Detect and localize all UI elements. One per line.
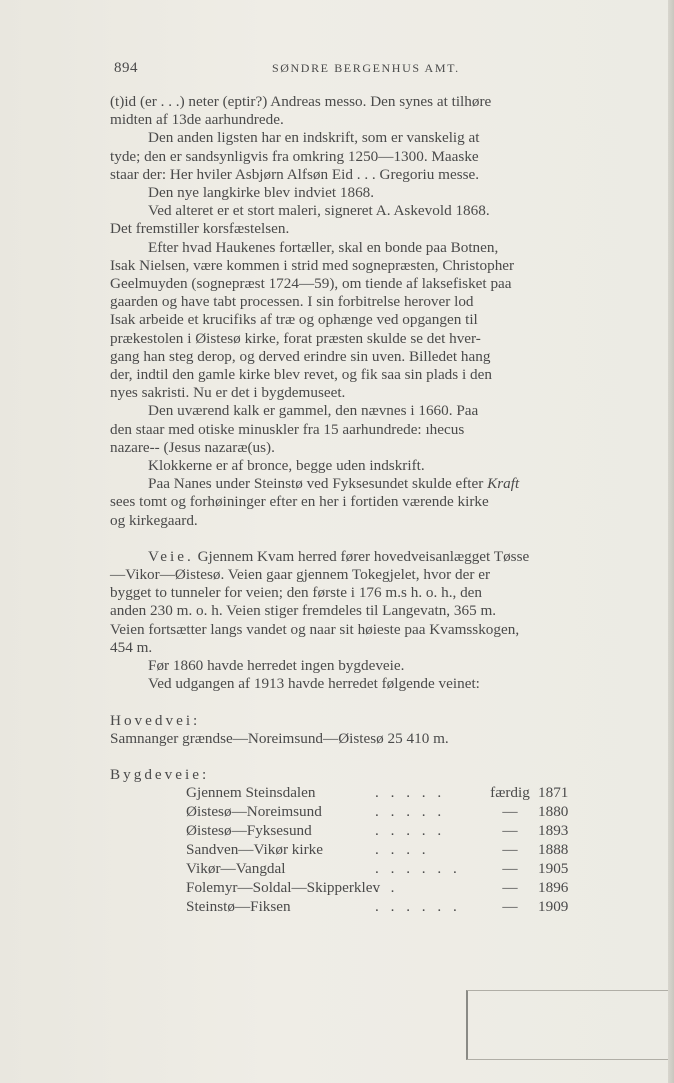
text-line: —Vikor—Øistesø. Veien gaar gjennem Tokegjelet, hvor der er: [110, 566, 490, 584]
road-row: [110, 822, 640, 841]
completion-year: 1871: [538, 784, 569, 802]
text-line: sees tomt og forhøininger efter en her i fortiden værende kirke: [110, 493, 489, 511]
text-line: nazare-- (Jesus nazaræ(us).: [110, 438, 275, 456]
completion-year: 1905: [538, 860, 569, 878]
completion-mark: —: [502, 879, 518, 897]
road-name: Steinstø—Fiksen: [186, 898, 291, 916]
leader-dots: . . . .: [375, 841, 430, 859]
text-line: Isak arbeide et krucifiks af træ og ophænge ved opgangen til: [110, 311, 478, 329]
section-heading: Veie.: [148, 547, 194, 565]
text-line: anden 230 m. o. h. Veien stiger fremdeles til Langevatn, 365 m.: [110, 602, 497, 620]
text-span: Paa Nanes under Steinstø ved Fyksesundet skulde efter: [148, 475, 488, 493]
road-row: [110, 860, 640, 879]
leader-dots: . . . . . .: [375, 898, 461, 916]
text-line: staar der: Her hviler Asbjørn Alfsøn Eid . . . Gregoriu messe.: [110, 165, 480, 183]
text-line: gang han steg derop, og derved erindre sin uven. Billedet hang: [110, 347, 491, 365]
hovedvei-label: Hovedvei:: [110, 711, 201, 729]
author-name: Kraft: [487, 475, 520, 493]
text-line: Isak Nielsen, være kommen i strid med sognepræsten, Christopher: [110, 256, 515, 274]
road-name: Folemyr—Soldal—Skipperklev: [186, 879, 381, 897]
leader-dots: . . . . .: [375, 803, 446, 821]
completion-mark: —: [502, 860, 518, 878]
text-line: prækestolen i Øistesø kirke, forat præsten skulde se det hver-: [110, 329, 481, 347]
road-name: Øistesø—Fyksesund: [186, 822, 312, 840]
text-line: Veien fortsætter langs vandet og naar sit høieste paa Kvamsskogen,: [110, 620, 520, 638]
text-line: midten af 13de aarhundrede.: [110, 111, 284, 129]
text-line: Før 1860 havde herredet ingen bygdeveie.: [148, 657, 405, 675]
completion-mark: —: [502, 822, 518, 840]
running-title: SØNDRE BERGENHUS AMT.: [272, 61, 460, 75]
leader-dots: . .: [375, 879, 399, 897]
completion-year: 1893: [538, 822, 569, 840]
leader-dots: . . . . .: [375, 822, 446, 840]
road-list: [110, 784, 640, 917]
completion-mark: —: [502, 803, 518, 821]
completion-year: 1896: [538, 879, 569, 897]
page-header: [114, 60, 634, 80]
text-line: Den nye langkirke blev indviet 1868.: [148, 184, 375, 202]
completion-year: 1888: [538, 841, 569, 859]
text-line: Den uværend kalk er gammel, den nævnes i 1660. Paa: [148, 402, 479, 420]
text-line: 454 m.: [110, 638, 153, 656]
text-line: den staar med otiske minuskler fra 15 aarhundrede: ıhecus: [110, 420, 465, 438]
road-row: [110, 803, 640, 822]
text-line: og kirkegaard.: [110, 511, 198, 529]
text-line: nyes sakristi. Nu er det i bygdemuseet.: [110, 384, 346, 402]
text-line: Den anden ligsten har en indskrift, som er vanskelig at: [148, 129, 480, 147]
road-row: [110, 879, 640, 898]
page-number: 894: [114, 60, 138, 76]
text-line: Det fremstiller korsfæstelsen.: [110, 220, 290, 238]
text-line: [110, 475, 640, 493]
page-body: [110, 93, 640, 917]
road-row: [110, 784, 640, 803]
text-line: Klokkerne er af bronce, begge uden indskrift.: [148, 457, 425, 475]
hovedvei-route: Samnanger grændse—Noreimsund—Øistesø 25 410 m.: [110, 729, 449, 747]
road-name: Vikør—Vangdal: [186, 860, 286, 878]
text-line: Ved udgangen af 1913 havde herredet følgende veinet:: [148, 675, 480, 693]
text-line: bygget to tunneler for veien; den første i 176 m.s h. o. h., den: [110, 584, 483, 602]
bygdeveie-label: Bygdeveie:: [110, 765, 210, 783]
road-name: Gjennem Steinsdalen: [186, 784, 316, 802]
text-line: (t)id (er . . .) neter (eptir?) Andreas messo. Den synes at tilhøre: [110, 93, 492, 110]
page-edge: [668, 0, 674, 1083]
text-line: Geelmuyden (sognepræst 1724—59), om tiende af laksefisket paa: [110, 275, 512, 293]
completion-year: 1880: [538, 803, 569, 821]
completion-mark: færdig: [490, 784, 530, 802]
road-name: Øistesø—Noreimsund: [186, 803, 322, 821]
text-line: tyde; den er sandsynligvis fra omkring 1250—1300. Maaske: [110, 147, 479, 165]
text-line: Ved alteret er et stort maleri, signeret A. Askevold 1868.: [148, 202, 490, 220]
text-line: gaarden og have tabt processen. I sin forbitrelse herover lod: [110, 293, 474, 311]
text-line: Efter hvad Haukenes fortæller, skal en bonde paa Botnen,: [148, 238, 499, 256]
leader-dots: . . . . .: [375, 784, 446, 802]
leader-dots: . . . . . .: [375, 860, 461, 878]
completion-mark: —: [502, 841, 518, 859]
road-row: [110, 898, 640, 917]
completion-year: 1909: [538, 898, 569, 916]
road-name: Sandven—Vikør kirke: [186, 841, 324, 859]
text-line: der, indtil den gamle kirke blev revet, og fik saa sin plads i den: [110, 366, 492, 384]
scan-frame-artifact: [466, 990, 674, 1060]
text-line: [110, 548, 640, 566]
text-span: Gjennem Kvam herred fører hovedveisanlægget Tøsse: [193, 547, 530, 565]
completion-mark: —: [502, 898, 518, 916]
road-row: [110, 841, 640, 860]
